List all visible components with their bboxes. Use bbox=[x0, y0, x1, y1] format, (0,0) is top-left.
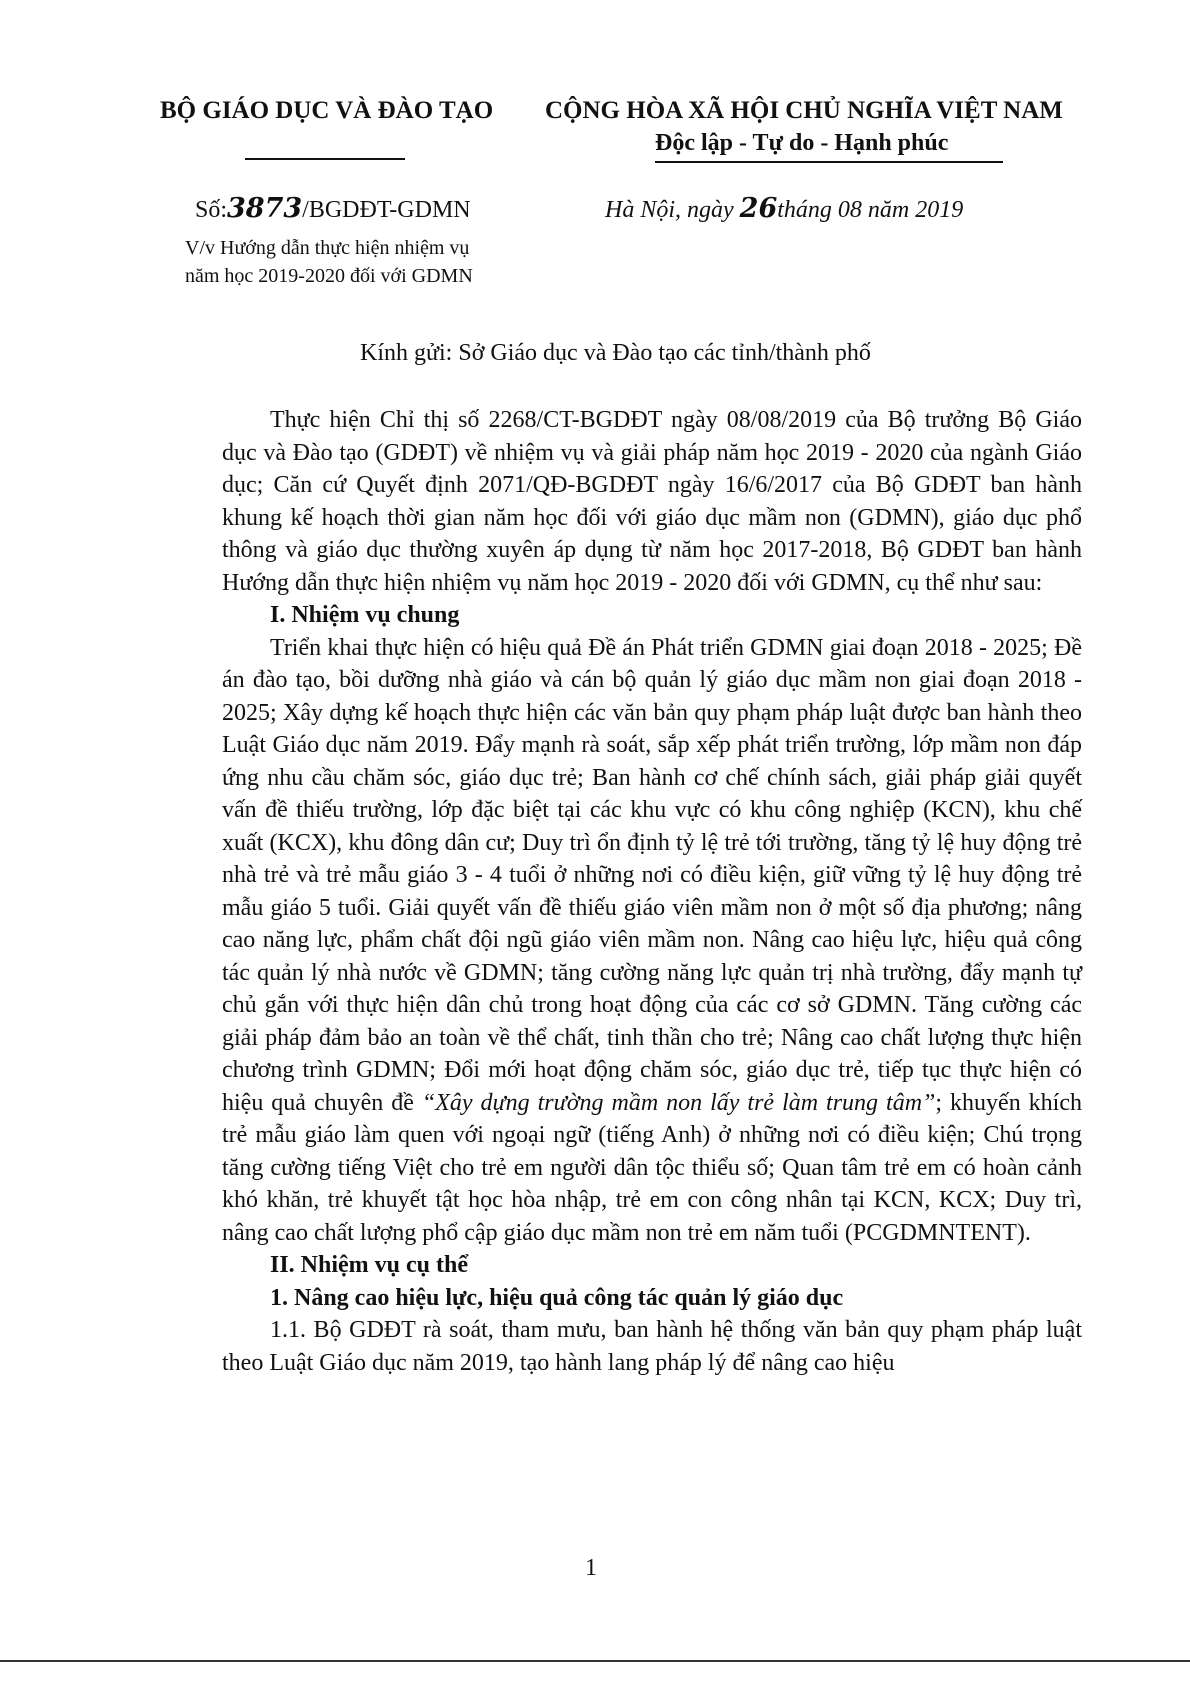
doc-number-handwritten: 3873 bbox=[227, 193, 303, 224]
section-1-italic-title: “Xây dựng trường mầm non lấy trẻ làm trung tâm” bbox=[421, 1089, 936, 1116]
ministry-name: BỘ GIÁO DỤC VÀ ĐÀO TẠO bbox=[160, 97, 494, 124]
document-subject bbox=[185, 234, 515, 290]
paragraph-1-1: 1.1. Bộ GDĐT rà soát, tham mưu, ban hành hệ thống văn bản quy phạm pháp luật theo Luật Giáo dục năm 2019, tạo hành lang pháp lý để nâng cao hiệu bbox=[222, 1317, 1082, 1376]
republic-name: CỘNG HÒA XÃ HỘI CHỦ NGHĨA VIỆT NAM bbox=[545, 97, 1063, 124]
issue-date bbox=[605, 193, 963, 224]
recipient: Kính gửi: Sở Giáo dục và Đào tạo các tỉnh/thành phố bbox=[360, 340, 871, 366]
national-motto: Độc lập - Tự do - Hạnh phúc bbox=[655, 130, 949, 156]
section-1-text-b: ; khuyến khích trẻ mẫu giáo làm quen với ngoại ngữ (tiếng Anh) ở những nơi có điều kiện; Chú trọng tăng cường tiếng Việt cho trẻ em người dân tộc thiểu số; Quan tâm trẻ em có hoàn cảnh khó khăn, trẻ khuyết tật học hòa nhập, trẻ em con công nhân tại KCN, KCX; Duy trì, nâng cao chất lượng phổ cập giáo dục mầm non trẻ em năm tuổi (PCGDMNTENT). bbox=[222, 1089, 1082, 1246]
doc-number-suffix: /BGDĐT-GDMN bbox=[302, 197, 471, 223]
subject-line-1: V/v Hướng dẫn thực hiện nhiệm vụ bbox=[185, 237, 470, 259]
section-2-heading: II. Nhiệm vụ cụ thể bbox=[270, 1252, 469, 1278]
document-body bbox=[222, 404, 1082, 1379]
subject-line-2: năm học 2019-2020 đối với GDMN bbox=[185, 265, 473, 287]
scan-bottom-edge bbox=[0, 1660, 1190, 1662]
date-prefix: Hà Nội, ngày bbox=[605, 197, 740, 223]
document-number bbox=[195, 193, 471, 224]
date-handwritten-day: 26 bbox=[739, 193, 778, 224]
doc-number-prefix: Số: bbox=[195, 197, 228, 223]
page-number: 1 bbox=[585, 1555, 597, 1581]
ministry-underline bbox=[245, 158, 405, 160]
subsection-1-heading: 1. Nâng cao hiệu lực, hiệu quả công tác quản lý giáo dục bbox=[270, 1284, 844, 1311]
date-suffix: tháng 08 năm 2019 bbox=[777, 197, 964, 223]
section-1-text-a: Triển khai thực hiện có hiệu quả Đề án Phát triển GDMN giai đoạn 2018 - 2025; Đề án đào tạo, bồi dưỡng nhà giáo và cán bộ quản lý giáo dục mầm non giai đoạn 2018 - 2025; Xây dựng kế hoạch thực hiện các văn bản quy phạm pháp luật được ban hành theo Luật Giáo dục năm 2019. Đẩy mạnh rà soát, sắp xếp phát triển trường, lớp mầm non đáp ứng nhu cầu chăm sóc, giáo dục trẻ; Ban hành cơ chế chính sách, giải pháp giải quyết vấn đề thiếu trường, lớp đặc biệt tại các khu vực có khu công nghiệp (KCN), khu chế xuất (KCX), khu đông dân cư; Duy trì ổn định tỷ lệ trẻ tới trường, tăng tỷ lệ huy động trẻ nhà trẻ và trẻ mẫu giáo 3 - 4 tuổi ở những nơi có điều kiện, giữ vững tỷ lệ huy động trẻ mẫu giáo 5 tuổi. Giải quyết vấn đề thiếu giáo viên mầm non ở một số địa phương; nâng cao năng lực, phẩm chất đội ngũ giáo viên mầm non. Nâng cao hiệu lực, hiệu quả công tác quản lý nhà nước về GDMN; tăng cường năng lực quản trị nhà trường, đẩy mạnh tự chủ gắn với thực hiện dân chủ trong hoạt động của các cơ sở GDMN. Tăng cường các giải pháp đảm bảo an toàn về thể chất, tinh thần cho trẻ; Nâng cao chất lượng thực hiện chương trình GDMN; Đổi mới hoạt động chăm sóc, giáo dục trẻ, tiếp tục thực hiện có hiệu quả chuyên đề bbox=[222, 634, 1082, 1116]
section-1-paragraph bbox=[222, 632, 1082, 1250]
motto-underline bbox=[655, 161, 1003, 163]
intro-paragraph: Thực hiện Chỉ thị số 2268/CT-BGDĐT ngày 08/08/2019 của Bộ trưởng Bộ Giáo dục và Đào tạo (GDĐT) về nhiệm vụ và giải pháp năm học 2019 - 2020 của ngành Giáo dục; Căn cứ Quyết định 2071/QĐ-BGDĐT ngày 16/6/2017 của Bộ GDĐT ban hành khung kế hoạch thời gian năm học đối với giáo dục mầm non (GDMN), giáo dục phổ thông và giáo dục thường xuyên áp dụng từ năm học 2017-2018, Bộ GDĐT ban hành Hướng dẫn thực hiện nhiệm vụ năm học 2019 - 2020 đối với GDMN, cụ thể như sau: bbox=[222, 407, 1082, 596]
section-1-heading: I. Nhiệm vụ chung bbox=[270, 602, 460, 628]
